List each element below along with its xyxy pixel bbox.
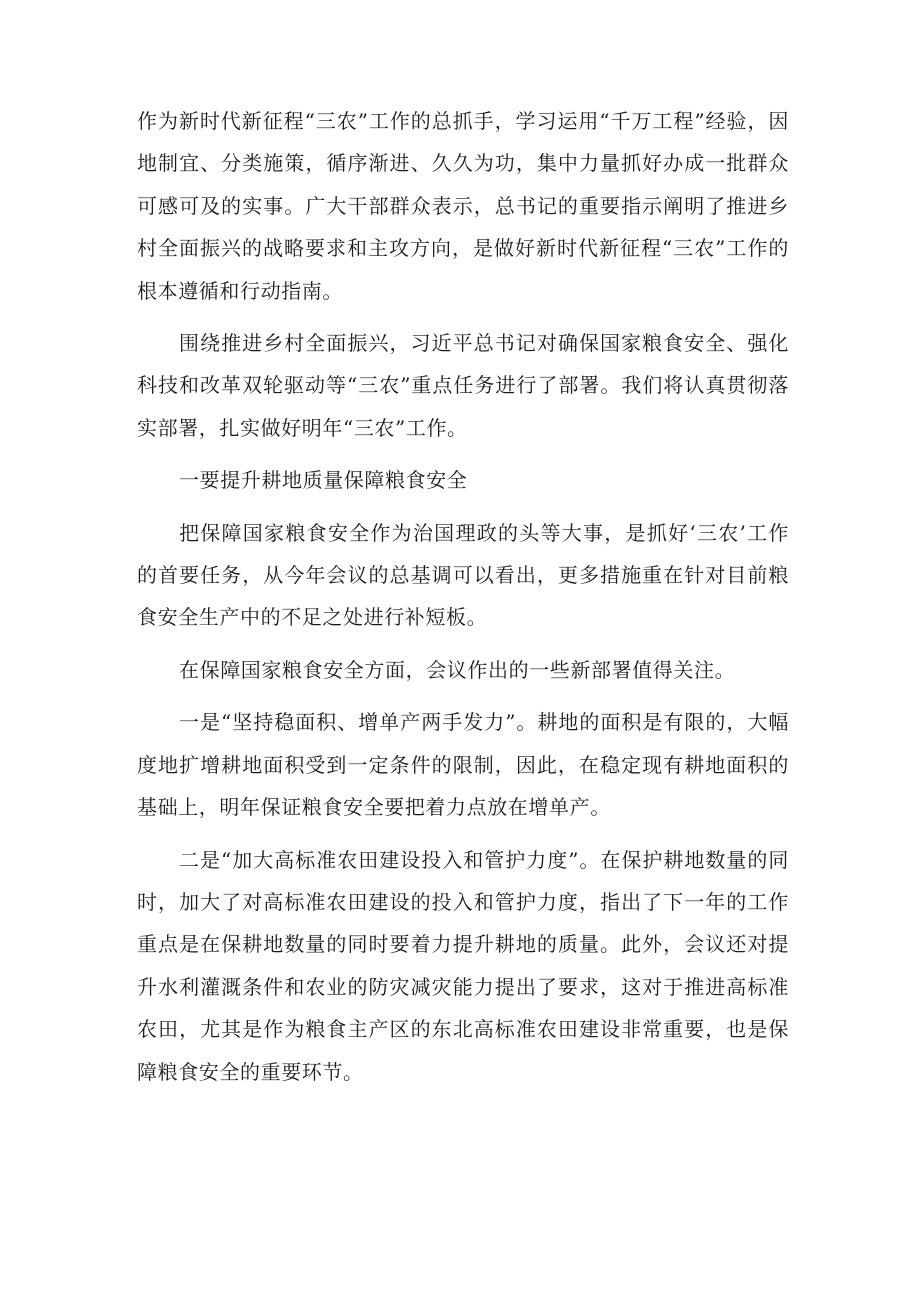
paragraph-2: 围绕推进乡村全面振兴，习近平总书记对确保国家粮食安全、强化科技和改革双轮驱动等“三农”重点任务进行了部署。我们将认真贯彻落实部署，扎实做好明年“三农”工作。 [137, 331, 789, 440]
paragraph-1: 作为新时代新征程“三农”工作的总抓手，学习运用“千万工程”经验，因地制宜、分类施策，循序渐进、久久为功，集中力量抓好办成一批群众可感可及的实事。广大干部群众表示，总书记的重要指示阐明了推进乡村全面振兴的战略要求和主攻方向，是做好新时代新征程“三农”工作的根本遵循和行动指南。 [137, 109, 789, 303]
paragraph-7: 二是“加大高标准农田建设投入和管护力度”。在保护耕地数量的同时，加大了对高标准农田建设的投入和管护力度，指出了下一年的工作重点是在保耕地数量的同时要着力提升耕地的质量。此外，会议还对提升水利灌溉条件和农业的防灾减灾能力提出了要求，这对于推进高标准农田，尤其是作为粮食主产区的东北高标准农田建设非常重要，也是保障粮食安全的重要环节。 [137, 847, 789, 1084]
paragraph-5: 在保障国家粮食安全方面，会议作出的一些新部署值得关注。 [179, 657, 736, 682]
section-heading: 一要提升耕地质量保障粮食安全 [179, 468, 468, 493]
document-page [137, 100, 789, 1103]
paragraph-6: 一是“坚持稳面积、增单产两手发力”。耕地的面积是有限的，大幅度地扩增耕地面积受到一定条件的限制，因此，在稳定现有耕地面积的基础上，明年保证粮食安全要把着力点放在增单产。 [137, 710, 789, 820]
paragraph-4: 把保障国家粮食安全作为治国理政的头等大事，是抓好‘三农’工作的首要任务，从今年会议的总基调可以看出，更多措施重在针对目前粮食安全生产中的不足之处进行补短板。 [137, 520, 789, 630]
